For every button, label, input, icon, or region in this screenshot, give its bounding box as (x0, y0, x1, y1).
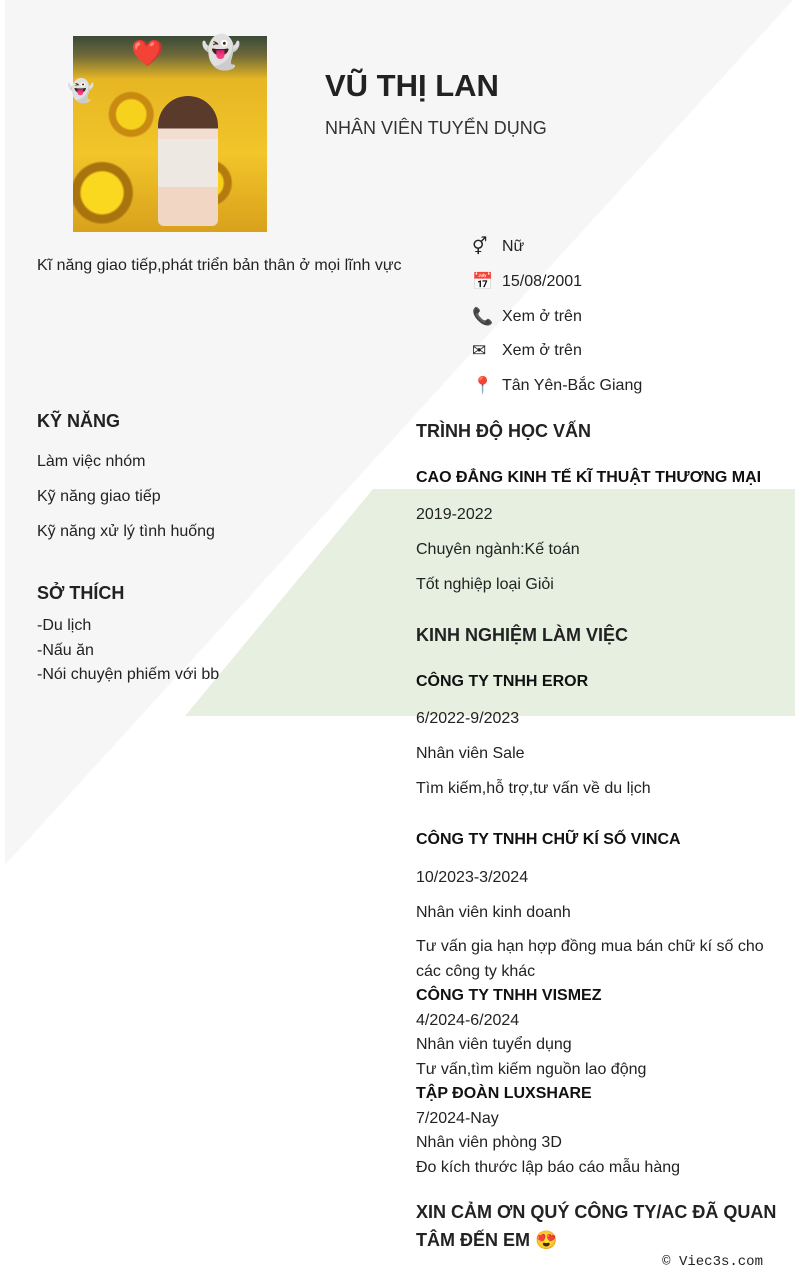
ghost-sticker-icon: 👻 (201, 34, 241, 70)
person-figure (158, 96, 218, 226)
hobby-item: -Nấu ăn (37, 641, 94, 659)
skills-heading: KỸ NĂNG (37, 411, 121, 431)
hobby-item: -Nói chuyện phiếm với bb (37, 666, 220, 683)
profile-photo (67, 34, 267, 232)
skill-item: Kỹ năng giao tiếp (37, 488, 161, 505)
closing-message: XIN CẢM ƠN QUÝ CÔNG TY/AC ĐÃ QUAN TÂM ĐẾN EM 😍 (416, 1202, 777, 1250)
career-objective: Kĩ năng giao tiếp,phát triển bản thân ở mọi lĩnh vực (37, 257, 402, 274)
education-details (416, 497, 580, 602)
job-role: Nhân viên tuyển dụng (416, 1036, 572, 1053)
job-details-compact (416, 984, 786, 1180)
job-role: Nhân viên phòng 3D (416, 1134, 562, 1151)
skill-item: Làm việc nhóm (37, 453, 146, 470)
info-phone (472, 299, 642, 334)
info-value: Nữ (502, 238, 525, 256)
job-period: 6/2022-9/2023 (416, 710, 520, 727)
job-description: Đo kích thước lập báo cáo mẫu hàng (416, 1158, 681, 1176)
job-description: Tư vấn gia hạn hợp đồng mua bán chữ kí số cho các công ty khác (416, 938, 764, 980)
hobby-item: -Du lịch (37, 617, 92, 634)
job-period: 4/2024-6/2024 (416, 1011, 520, 1029)
info-value: 15/08/2001 (502, 273, 583, 291)
education-grade: Tốt nghiệp loại Giỏi (416, 576, 554, 593)
calendar-icon: 📅 (472, 272, 494, 292)
info-value: Xem ở trên (502, 342, 582, 360)
job-company: CÔNG TY TNHH EROR (416, 673, 589, 690)
info-value: Xem ở trên (502, 307, 582, 325)
experience-heading: KINH NGHIỆM LÀM VIỆC (416, 625, 629, 645)
location-icon: 📍 (472, 376, 494, 396)
job-details (416, 701, 651, 806)
info-gender (472, 230, 642, 265)
job-role: Nhân viên kinh doanh (416, 904, 571, 921)
education-major: Chuyên ngành:Kế toán (416, 541, 580, 558)
ghost-sticker-icon: 👻 (67, 78, 95, 103)
gender-icon: ⚥ (472, 237, 488, 257)
job-description: Tư vấn,tìm kiếm nguồn lao động (416, 1060, 647, 1078)
job-role: Nhân viên Sale (416, 745, 525, 762)
email-icon: ✉ (472, 341, 487, 361)
skill-item: Kỹ năng xử lý tình huống (37, 523, 215, 540)
info-value: Tân Yên-Bắc Giang (502, 377, 643, 395)
contact-info (472, 230, 642, 403)
info-address (472, 369, 642, 404)
job-description: Tìm kiếm,hỗ trợ,tư vấn về du lịch (416, 780, 651, 797)
hobbies-list (37, 614, 219, 688)
job-period: 10/2023-3/2024 (416, 869, 529, 886)
phone-icon: 📞 (472, 306, 494, 326)
footer-copyright: © Viec3s.com (662, 1254, 763, 1270)
job-company: TẬP ĐOÀN LUXSHARE (416, 1085, 592, 1102)
job-company: CÔNG TY TNHH CHỮ KÍ SỐ VINCA (416, 831, 681, 848)
job-details (416, 860, 786, 984)
skills-list (37, 444, 215, 549)
hobbies-heading: SỞ THÍCH (37, 583, 125, 603)
job-company: CÔNG TY TNHH VISMEZ (416, 987, 602, 1004)
job-title: NHÂN VIÊN TUYỂN DỤNG (325, 118, 547, 138)
candidate-name: VŨ THỊ LAN (325, 68, 499, 103)
education-period: 2019-2022 (416, 506, 493, 523)
heart-sticker-icon: ❤️ (131, 38, 164, 68)
info-birthday (472, 265, 642, 300)
school-name: CAO ĐẲNG KINH TẾ KĨ THUẬT THƯƠNG MẠI (416, 469, 762, 486)
education-heading: TRÌNH ĐỘ HỌC VẤN (416, 421, 591, 441)
info-email (472, 334, 642, 369)
job-period: 7/2024-Nay (416, 1109, 499, 1127)
